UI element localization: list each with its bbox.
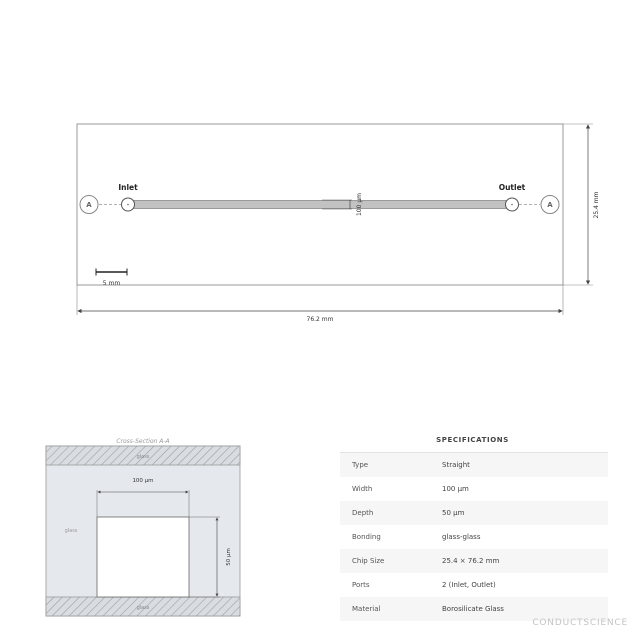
spec-row-ports: [340, 573, 608, 597]
spec-key: Chip Size: [352, 557, 385, 565]
spec-key: Width: [352, 485, 373, 493]
svg-text:A: A: [547, 201, 553, 209]
brand-logo: CONDUCTSCIENCE: [532, 618, 628, 628]
spec-value: 25.4 × 76.2 mm: [442, 557, 500, 565]
side-glass-label: glass: [64, 528, 78, 534]
spec-value: 100 µm: [442, 485, 469, 493]
outlet-label: Outlet: [498, 183, 526, 192]
spec-row-type: [340, 453, 608, 477]
chip-length-label: 76.2 mm: [306, 316, 334, 323]
scale-bar-label: 5 mm: [102, 280, 121, 287]
inlet-label: Inlet: [118, 183, 138, 192]
spec-key: Bonding: [352, 533, 381, 541]
spec-key: Depth: [352, 509, 374, 517]
chip-height-label: 25.4 mm: [593, 191, 600, 219]
cs-channel-depth-label: 50 µm: [226, 548, 232, 566]
spec-row-width: [340, 477, 608, 501]
chip-height-dimension: [563, 124, 600, 285]
cross-section-view: [0, 430, 260, 630]
inlet-port: [122, 198, 135, 211]
spec-row-depth: [340, 501, 608, 525]
spec-row-bonding: [340, 525, 608, 549]
specifications-title: SPECIFICATIONS: [436, 436, 509, 444]
channel-width-label: 100 µm: [356, 192, 363, 217]
spec-value: 50 µm: [442, 509, 465, 517]
channel-cross-section: [97, 517, 189, 597]
specifications-rows: [340, 453, 608, 621]
section-marker-left: [80, 196, 98, 214]
channel: [134, 201, 506, 209]
specifications-table: [340, 432, 608, 621]
spec-key: Ports: [352, 581, 370, 589]
section-marker-right: [541, 196, 559, 214]
spec-value: Straight: [442, 461, 470, 469]
cross-section-title: Cross-Section A-A: [116, 438, 170, 445]
spec-value: Borosilicate Glass: [442, 605, 504, 613]
spec-value: 2 (Inlet, Outlet): [442, 581, 496, 589]
spec-key: Type: [352, 461, 369, 469]
bottom-layer-label: glass: [136, 605, 150, 611]
cs-channel-width-label: 100 µm: [132, 478, 154, 484]
top-layer-label: glass: [136, 454, 150, 460]
spec-row-chip-size: [340, 549, 608, 573]
chip-length-dimension: [77, 285, 563, 323]
svg-text:A: A: [86, 201, 92, 209]
spec-value: glass-glass: [442, 533, 481, 541]
spec-key: Material: [352, 605, 381, 613]
outlet-port: [506, 198, 519, 211]
